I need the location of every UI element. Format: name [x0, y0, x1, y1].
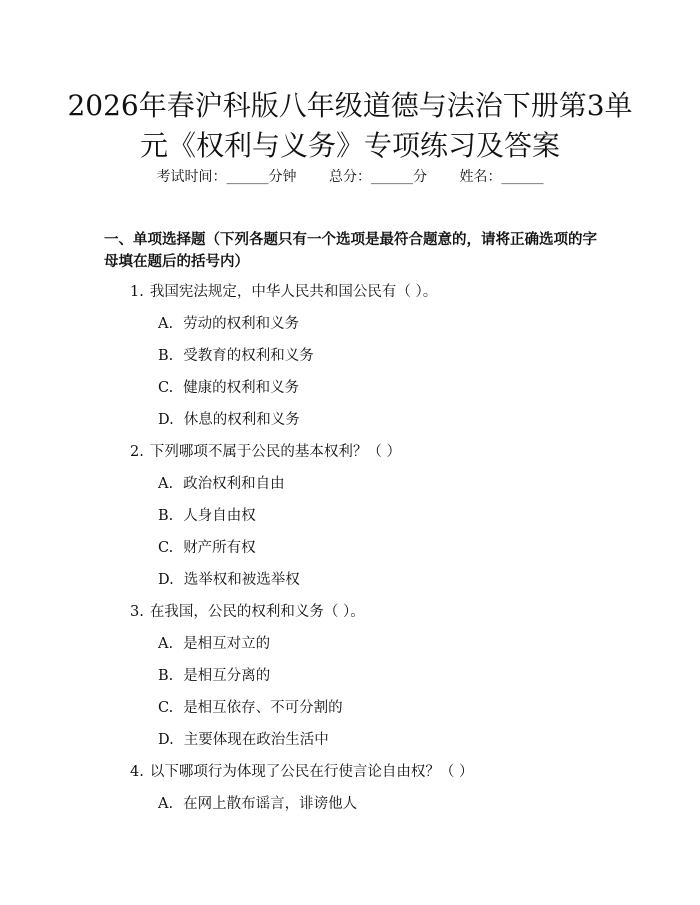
question-number: 3.: [130, 604, 144, 620]
total-score: 总分：______分: [329, 169, 427, 185]
question-3: [0, 602, 700, 634]
question-text: 下列哪项不属于公民的基本权利？（ ）: [149, 444, 401, 460]
question-2-option: [0, 474, 700, 506]
option-text: 财产所有权: [183, 540, 256, 556]
question-2-option: [0, 506, 700, 538]
option-text: 人身自由权: [183, 508, 256, 524]
option-text: 健康的权利和义务: [183, 380, 300, 396]
section-heading: 一、单项选择题（下列各题只有一个选项是最符合题意的，请将正确选项的字母填在题后的括号内）: [104, 232, 597, 270]
question-2-option: [0, 538, 700, 570]
option-letter: A.: [158, 476, 174, 492]
option-text: 选举权和被选举权: [183, 572, 300, 588]
question-number: 1.: [130, 284, 144, 300]
option-text: 劳动的权利和义务: [183, 316, 300, 332]
question-text: 在我国，公民的权利和义务（ ）。: [149, 604, 365, 620]
option-letter: C.: [158, 540, 174, 556]
option-letter: B.: [158, 348, 174, 364]
student-name: 姓名：______: [459, 169, 544, 185]
option-letter: A.: [158, 636, 174, 652]
question-number: 4.: [130, 764, 144, 780]
question-3-option: [0, 634, 700, 666]
option-text: 是相互依存、不可分割的: [183, 700, 343, 716]
question-4-option: [0, 794, 700, 826]
option-text: 受教育的权利和义务: [183, 348, 314, 364]
question-text: 我国宪法规定，中华人民共和国公民有（ ）。: [149, 284, 438, 300]
question-list: [0, 282, 700, 826]
question-number: 2.: [130, 444, 144, 460]
option-letter: C.: [158, 380, 174, 396]
question-3-option: [0, 698, 700, 730]
option-text: 政治权利和自由: [183, 476, 285, 492]
option-letter: A.: [158, 316, 174, 332]
question-3-option: [0, 730, 700, 762]
question-4: [0, 762, 700, 794]
exam-time: 考试时间：______分钟: [156, 169, 297, 185]
option-letter: D.: [158, 572, 174, 588]
exam-meta: [0, 167, 700, 187]
question-1: [0, 282, 700, 314]
question-1-option: [0, 378, 700, 410]
question-2-option: [0, 570, 700, 602]
question-2: [0, 442, 700, 474]
option-text: 是相互分离的: [183, 668, 271, 684]
question-1-option: [0, 314, 700, 346]
option-text: 主要体现在政治生活中: [183, 732, 329, 748]
question-1-option: [0, 410, 700, 442]
question-3-option: [0, 666, 700, 698]
option-text: 是相互对立的: [183, 636, 271, 652]
question-text: 以下哪项行为体现了公民在行使言论自由权？（ ）: [149, 764, 474, 780]
document-title: 2026年春沪科版八年级道德与法治下册第3单元《权利与义务》专项练习及答案: [67, 89, 633, 162]
option-text: 在网上散布谣言，诽谤他人: [183, 796, 358, 812]
question-1-option: [0, 346, 700, 378]
option-letter: D.: [158, 732, 174, 748]
option-letter: B.: [158, 668, 174, 684]
option-letter: B.: [158, 508, 174, 524]
option-letter: A.: [158, 796, 174, 812]
option-text: 休息的权利和义务: [183, 412, 300, 428]
option-letter: C.: [158, 700, 174, 716]
option-letter: D.: [158, 412, 174, 428]
